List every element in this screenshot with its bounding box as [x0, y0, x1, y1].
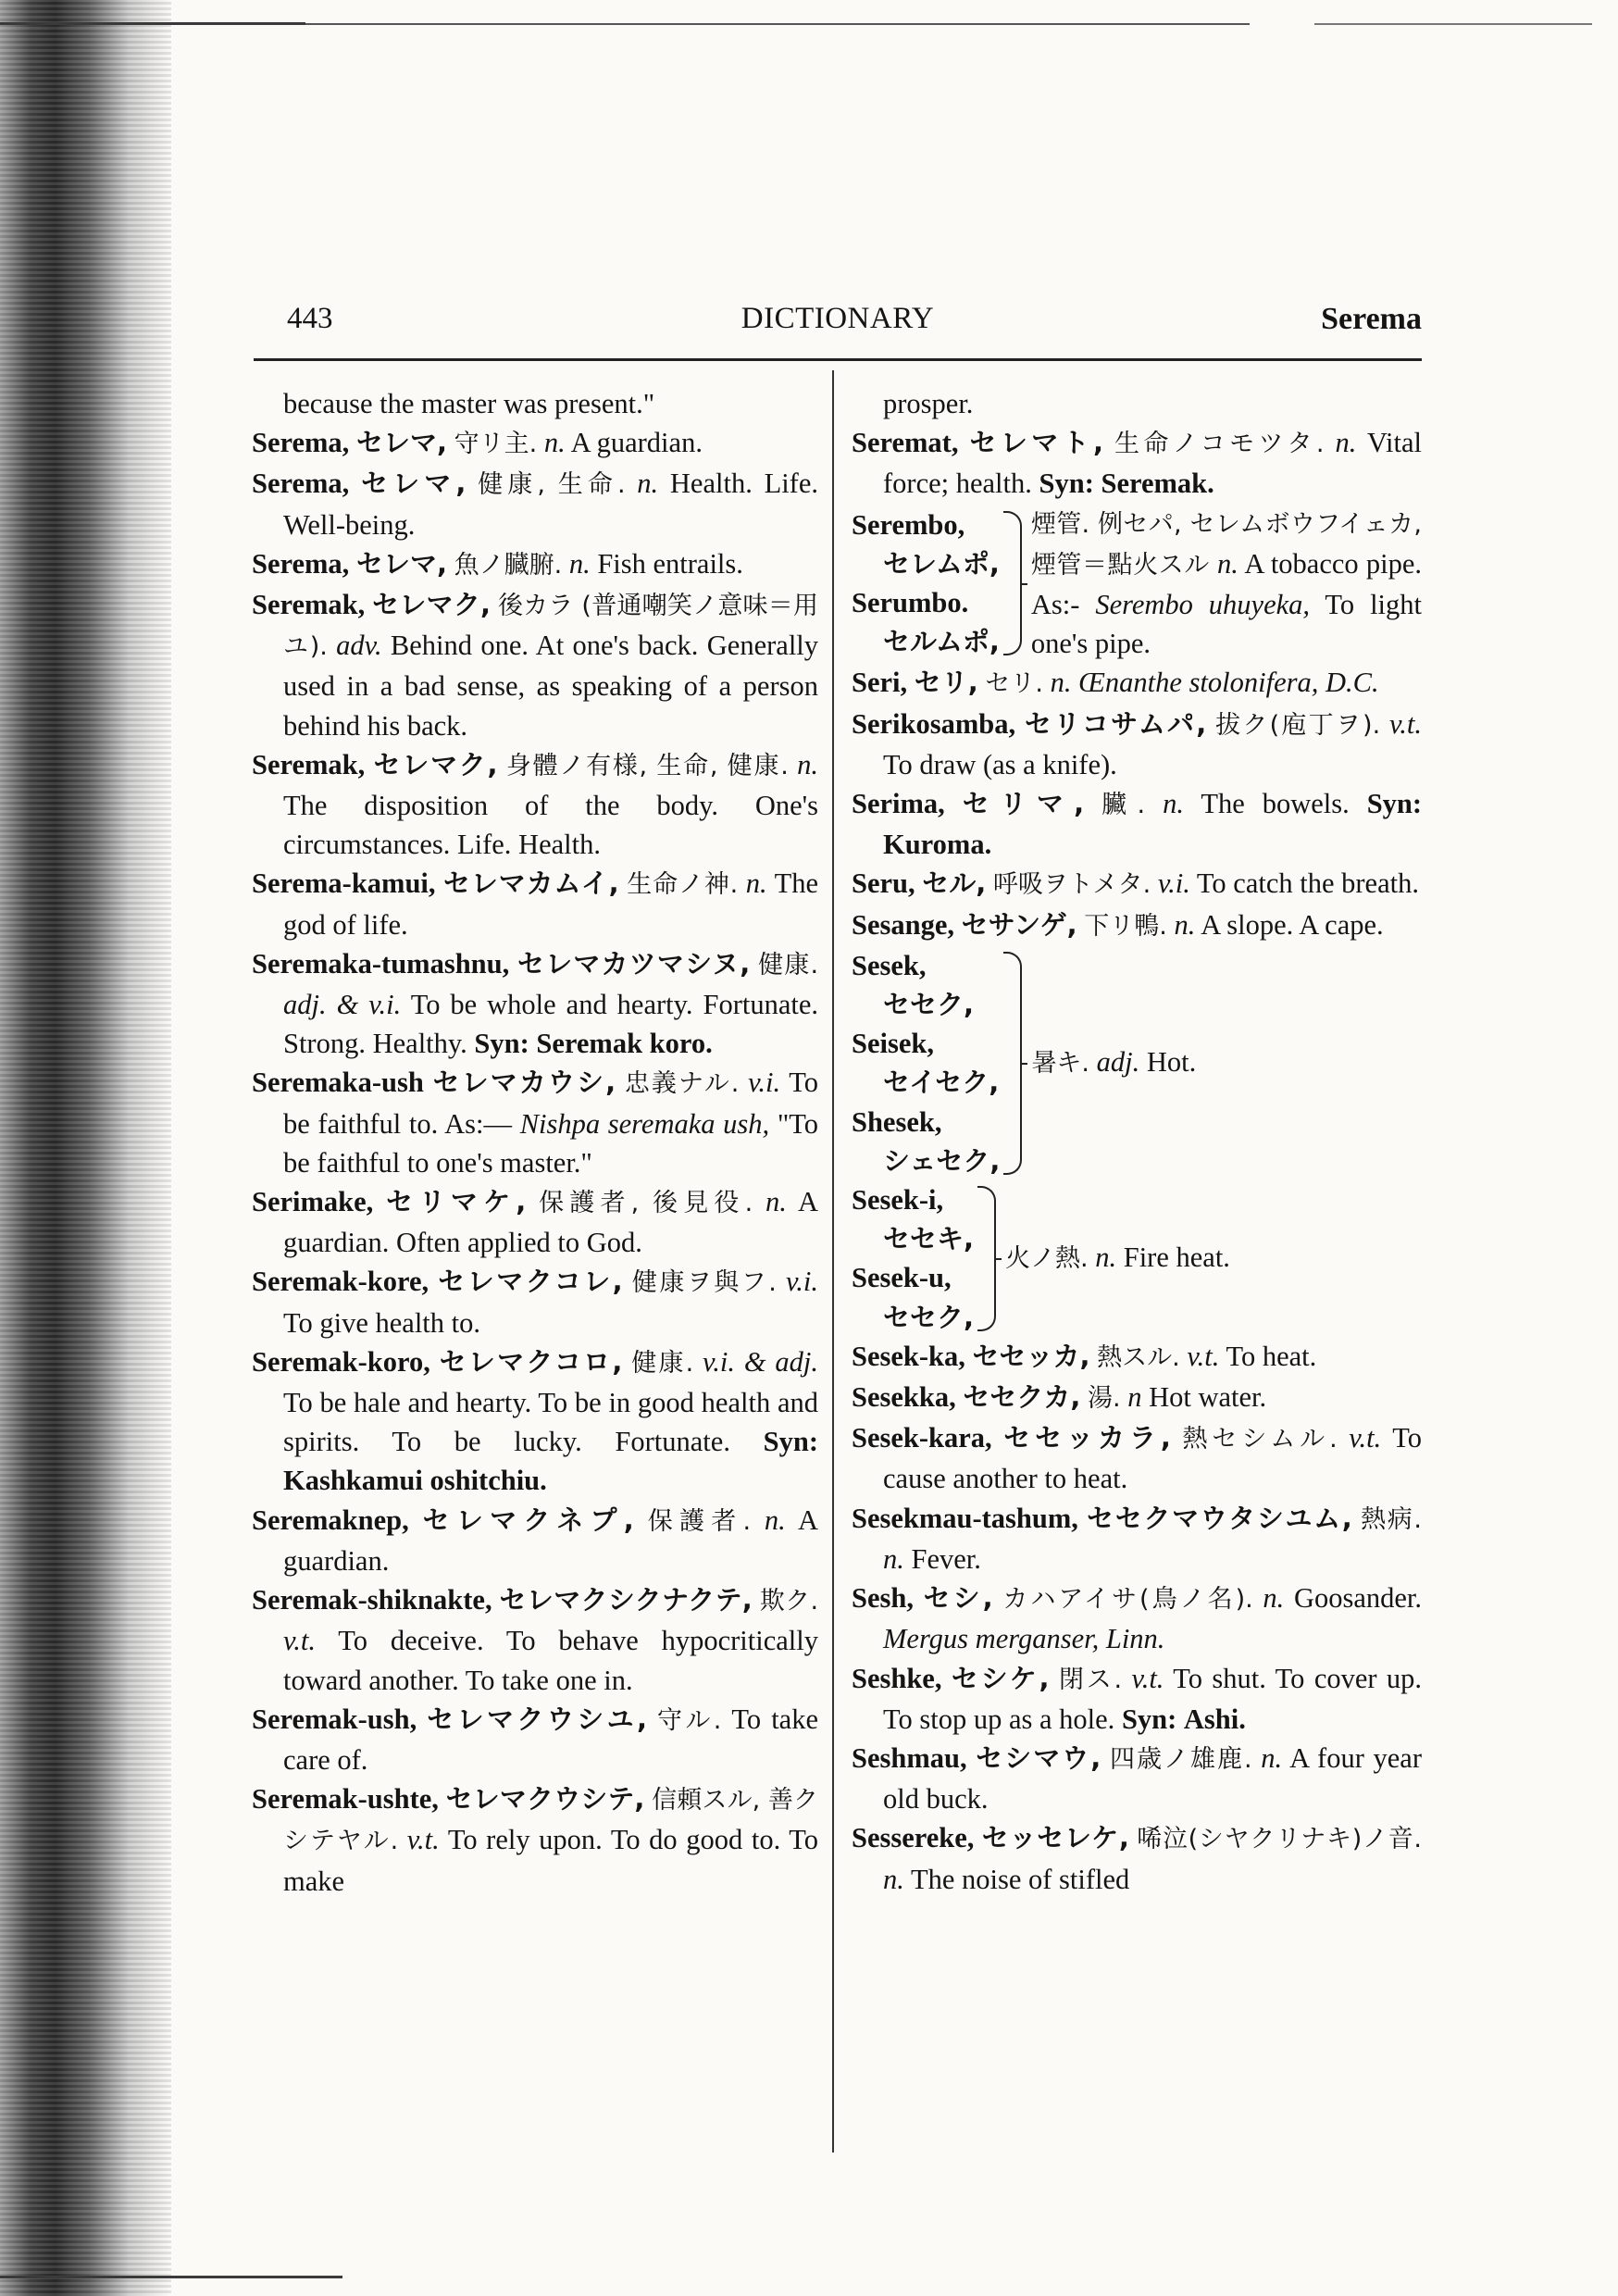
- english-definition: To shut. To cover up. To stop up as a hole.: [883, 1662, 1423, 1735]
- continued-text: prosper.: [883, 388, 974, 419]
- headword: Serima,: [852, 788, 945, 820]
- japanese-gloss: 保護者.: [647, 1506, 752, 1536]
- group-definition: [1005, 1238, 1422, 1279]
- english-definition: A four year old buck.: [883, 1741, 1422, 1816]
- headword: Seremaka-tumashnu,: [252, 947, 510, 980]
- katakana-reading: セセク,: [883, 989, 975, 1021]
- headword: Sesek-ka,: [852, 1340, 965, 1372]
- katakana-reading: セレマカムイ,: [443, 867, 619, 900]
- headword: Seremaknep,: [252, 1504, 409, 1536]
- katakana-reading: セレマクシクナクテ,: [499, 1584, 753, 1616]
- japanese-gloss: 四歳ノ雄鹿.: [1109, 1744, 1252, 1774]
- headword: Seremak-ushte,: [252, 1783, 439, 1816]
- headword: Seremak,: [252, 589, 366, 621]
- katakana-reading: セレマクネプ,: [422, 1504, 634, 1536]
- japanese-gloss: カハアイサ(鳥ノ名).: [1002, 1585, 1253, 1615]
- katakana-reading: セリマケ,: [386, 1186, 527, 1218]
- headword: Seisek,: [852, 1028, 934, 1060]
- dictionary-entry: [852, 1578, 1422, 1658]
- katakana-reading: セレマクコロ,: [439, 1345, 623, 1378]
- headword: Seremat,: [852, 427, 959, 459]
- group-headwords: [852, 946, 1000, 1180]
- english-definition: To deceive. To behave hypocritically toward another. To take one in.: [283, 1625, 819, 1696]
- example-phrase: Nishpa seremaka ush,: [519, 1107, 770, 1140]
- english-definition: A guardian.: [283, 1504, 819, 1577]
- headword: Serumbo.: [852, 587, 969, 619]
- katakana-reading: セセッカ,: [972, 1340, 1090, 1372]
- headword: Serikosamba,: [852, 707, 1016, 740]
- part-of-speech: adj.: [1096, 1046, 1140, 1079]
- synonym-label: Syn:: [1121, 1703, 1177, 1735]
- dictionary-entry: [252, 1262, 818, 1341]
- part-of-speech: n.: [1261, 1741, 1283, 1774]
- headword: Serema,: [252, 468, 350, 500]
- part-of-speech: n.: [1216, 547, 1238, 580]
- sesek-i-group: [852, 1180, 1422, 1337]
- dictionary-entry: [852, 705, 1422, 784]
- english-definition: A guardian.: [570, 427, 703, 459]
- part-of-speech: v.t.: [283, 1625, 316, 1657]
- katakana-reading: セレマト,: [969, 427, 1103, 459]
- part-of-speech: n.: [568, 547, 591, 580]
- part-of-speech: v.t.: [1187, 1340, 1220, 1372]
- part-of-speech: v.i.: [1157, 867, 1190, 900]
- part-of-speech: n.: [883, 1863, 904, 1895]
- katakana-reading: シェセク,: [883, 1144, 1001, 1177]
- japanese-gloss: 生命ノコモツタ.: [1114, 430, 1325, 459]
- part-of-speech: n.: [745, 867, 767, 900]
- dictionary-entry: [852, 1378, 1422, 1418]
- japanese-gloss: 熱スル.: [1097, 1342, 1180, 1372]
- part-of-speech: adv.: [336, 630, 382, 662]
- part-of-speech: n.: [797, 748, 819, 780]
- japanese-gloss: 健康, 生命.: [478, 470, 626, 500]
- katakana-reading: セリ,: [914, 667, 978, 699]
- dictionary-entry: [852, 1818, 1422, 1898]
- katakana-reading: セレマ,: [361, 468, 467, 500]
- group-headwords: [852, 1180, 974, 1337]
- katakana-reading: セッセレケ,: [981, 1822, 1129, 1854]
- latin-name: Mergus merganser, Linn.: [883, 1623, 1165, 1655]
- headword: Serembo,: [852, 508, 965, 541]
- dictionary-entry: [252, 1779, 818, 1901]
- japanese-gloss: 煙管. 例セパ, セレムボウフイェカ, 煙管＝點火スル: [1030, 509, 1422, 580]
- headword: Sesek-i,: [852, 1184, 944, 1217]
- dictionary-entry: [252, 1342, 818, 1501]
- part-of-speech: v.i.: [786, 1266, 819, 1298]
- synonym-word: Kuroma.: [883, 829, 992, 861]
- japanese-gloss: セリ.: [985, 669, 1044, 699]
- part-of-speech: n.: [1263, 1582, 1285, 1615]
- katakana-reading: セシマウ,: [976, 1741, 1101, 1774]
- english-definition: To cause another to heat.: [883, 1422, 1423, 1495]
- part-of-speech: n.: [1095, 1242, 1117, 1274]
- katakana-reading: セルムポ,: [883, 626, 1000, 658]
- dictionary-entry: [252, 1580, 818, 1700]
- latin-name: Œnanthe stolonifera, D.C.: [1078, 667, 1379, 699]
- grouping-brace: [1003, 511, 1022, 656]
- part-of-speech: n.: [764, 1504, 786, 1536]
- dictionary-entry: [252, 585, 818, 745]
- headword: Seremak-shiknakte,: [252, 1584, 492, 1616]
- english-definition: To catch the breath.: [1196, 867, 1419, 900]
- part-of-speech: n.: [1335, 427, 1357, 459]
- japanese-gloss: 拔ク(庖丁ヲ).: [1215, 710, 1381, 740]
- dictionary-entry: [252, 745, 818, 865]
- katakana-reading: セセクカ,: [963, 1381, 1081, 1414]
- headword: Sesh,: [852, 1582, 914, 1615]
- dictionary-entry: [852, 784, 1422, 864]
- dictionary-entry: [252, 864, 818, 943]
- headword: Sesek,: [852, 949, 927, 981]
- japanese-gloss: 熱セシムル.: [1182, 1425, 1338, 1454]
- headword: Seremak,: [252, 748, 366, 780]
- dictionary-entry: [852, 423, 1422, 503]
- headword: Serema,: [252, 427, 350, 459]
- english-definition: To heat.: [1226, 1340, 1317, 1372]
- part-of-speech: v.t.: [1349, 1422, 1382, 1454]
- part-of-speech: n.: [1174, 908, 1196, 941]
- synonym-label: Syn:: [1366, 788, 1423, 820]
- english-definition: Goosander.: [1293, 1582, 1423, 1615]
- dictionary-entry: [852, 1659, 1422, 1739]
- scan-top-rule: [1314, 23, 1592, 25]
- grouping-brace: [1003, 952, 1022, 1175]
- part-of-speech: v.t.: [1131, 1662, 1164, 1694]
- headword: Serema-kamui,: [252, 867, 436, 900]
- english-definition: Hot water.: [1149, 1381, 1267, 1414]
- japanese-gloss: 保護者, 後見役.: [539, 1189, 753, 1218]
- sesek-group: [852, 946, 1422, 1180]
- headword: Shesek,: [852, 1105, 942, 1138]
- katakana-reading: セレマ,: [355, 427, 447, 459]
- katakana-reading: セレマ,: [355, 547, 447, 580]
- english-definition: To take care of.: [283, 1703, 818, 1776]
- english-definition: To draw (as a knife).: [883, 748, 1117, 780]
- part-of-speech: v.i.: [748, 1067, 781, 1099]
- headword: Seru,: [852, 867, 915, 900]
- synonym-word: Kashkamui oshitchiu.: [283, 1465, 547, 1497]
- running-title: DICTIONARY: [741, 302, 935, 335]
- katakana-reading: セサンゲ,: [961, 908, 1077, 941]
- japanese-gloss: 閉ス.: [1058, 1665, 1123, 1694]
- part-of-speech: n.: [637, 468, 659, 500]
- katakana-reading: セレマクウシユ,: [427, 1703, 648, 1735]
- japanese-gloss: 守ル.: [657, 1705, 722, 1735]
- dictionary-entry: [252, 1501, 818, 1580]
- japanese-gloss: 信頼スル, 善クシテヤル.: [283, 1786, 818, 1856]
- katakana-reading: セル,: [922, 867, 987, 900]
- english-definition: The bowels.: [1201, 788, 1350, 820]
- english-definition: A slope. A cape.: [1201, 908, 1384, 941]
- headword: Seremak-kore,: [252, 1266, 429, 1298]
- english-definition: To give health to.: [283, 1306, 481, 1339]
- headword: Sesange,: [852, 908, 954, 941]
- english-definition: A tobacco pipe. As:-: [1030, 547, 1422, 621]
- japanese-gloss: 火ノ熱.: [1005, 1244, 1089, 1274]
- dictionary-entry: [252, 944, 818, 1064]
- english-definition: To be whole and hearty. Fortunate. Strong. Healthy.: [283, 989, 819, 1060]
- dictionary-entry: [852, 1499, 1422, 1578]
- english-definition: To be faithful to. As:—: [283, 1067, 819, 1140]
- japanese-gloss: 後カラ (普通嘲笑ノ意味＝用ユ).: [283, 592, 819, 662]
- dictionary-entry: [252, 1182, 818, 1262]
- headword: Seremak-ush,: [252, 1703, 417, 1735]
- synonym-label: Syn:: [1039, 468, 1094, 500]
- japanese-gloss: 湯.: [1088, 1384, 1121, 1414]
- left-column: [252, 384, 818, 1901]
- part-of-speech: n.: [765, 1186, 787, 1218]
- katakana-reading: セシケ,: [951, 1662, 1050, 1694]
- japanese-gloss: 唏泣(シヤクリナキ)ノ音.: [1137, 1825, 1423, 1854]
- japanese-gloss: 暑キ.: [1031, 1049, 1090, 1079]
- part-of-speech: n.: [1050, 667, 1072, 699]
- japanese-gloss: 忠義ナル.: [624, 1069, 740, 1099]
- synonym-label: Syn:: [763, 1426, 819, 1458]
- katakana-reading: セリコサムパ,: [1024, 707, 1207, 740]
- headword: Sesek-kara,: [852, 1422, 992, 1454]
- katakana-reading: セレマク,: [373, 748, 498, 780]
- japanese-gloss: 健康.: [631, 1348, 694, 1378]
- dictionary-entry: [852, 864, 1422, 905]
- english-definition: The god of life.: [283, 867, 819, 941]
- headword: Sesekka,: [852, 1381, 956, 1414]
- headword: Seremak-koro,: [252, 1345, 430, 1378]
- japanese-gloss: 熱病.: [1361, 1504, 1422, 1534]
- headword: Seshke,: [852, 1662, 942, 1694]
- english-definition: A guardian. Often applied to God.: [283, 1186, 819, 1259]
- part-of-speech: v.t.: [406, 1824, 440, 1856]
- japanese-gloss: 臟.: [1101, 791, 1146, 820]
- scan-top-rule: [0, 22, 305, 25]
- part-of-speech: n.: [543, 427, 566, 459]
- headword: Seremaka-ush: [252, 1067, 424, 1099]
- katakana-reading: セセキ,: [883, 1223, 975, 1255]
- japanese-gloss: 生命ノ神.: [627, 870, 739, 900]
- dictionary-entry: [852, 1739, 1422, 1818]
- header-rule: [254, 358, 1422, 361]
- synonym-word: Seremak.: [1101, 468, 1214, 500]
- headword: Sessereke,: [852, 1822, 975, 1854]
- synonym-word: Seremak koro.: [536, 1028, 713, 1060]
- katakana-reading: セイセク,: [883, 1067, 1000, 1099]
- katakana-reading: セレムポ,: [883, 547, 1000, 580]
- page-number: 443: [287, 302, 333, 335]
- dictionary-entry: [852, 1418, 1422, 1498]
- katakana-reading: セレマカツマシヌ,: [517, 947, 751, 980]
- group-headwords: [852, 505, 1000, 662]
- column-divider: [832, 370, 834, 2152]
- dictionary-entry: [252, 1063, 818, 1182]
- continued-text: because the master was present.": [283, 388, 655, 419]
- japanese-gloss: 健康.: [758, 950, 819, 980]
- dictionary-entry: [852, 905, 1422, 946]
- dictionary-entry: [252, 544, 818, 585]
- part-of-speech: adj. & v.i.: [283, 989, 402, 1021]
- katakana-reading: セレマクウシテ,: [445, 1783, 645, 1816]
- headword: Sesek-u,: [852, 1262, 952, 1294]
- scan-shadow: [0, 0, 171, 2296]
- japanese-gloss: 魚ノ臓腑.: [454, 550, 563, 580]
- guide-word: Serema: [1321, 302, 1422, 336]
- part-of-speech: v.t.: [1389, 707, 1423, 740]
- katakana-reading: セセクマウタシユム,: [1087, 1502, 1352, 1534]
- katakana-reading: セセッカラ,: [1003, 1422, 1171, 1454]
- part-of-speech: n.: [883, 1542, 904, 1575]
- headword: Serema,: [252, 547, 350, 580]
- headword: Sesekmau-tashum,: [852, 1502, 1078, 1534]
- synonym-label: Syn:: [474, 1028, 529, 1060]
- part-of-speech: n.: [1163, 788, 1184, 820]
- headword: Seshmau,: [852, 1741, 967, 1774]
- english-definition: Fever.: [911, 1542, 981, 1575]
- katakana-reading: セレマクコレ,: [438, 1266, 623, 1298]
- dictionary-entry: [852, 663, 1422, 704]
- english-definition: Vital force; health.: [883, 427, 1423, 500]
- english-definition: The disposition of the body. One's circumstances. Life. Health.: [283, 790, 818, 861]
- group-definition: [1031, 1042, 1422, 1083]
- headword: Seri,: [852, 667, 908, 699]
- english-definition: Behind one. At one's back. Generally used in a bad sense, as speaking of a person behind his back.: [283, 630, 819, 742]
- japanese-gloss: 呼吸ヲトメタ.: [992, 870, 1151, 900]
- dictionary-entry: [252, 1700, 818, 1779]
- example-translation: "To be faithful to one's master.": [283, 1107, 819, 1179]
- scan-top-rule: [305, 23, 1250, 25]
- japanese-gloss: 欺ク.: [759, 1587, 819, 1616]
- japanese-gloss: 下リ鴨.: [1084, 911, 1167, 941]
- grouping-brace: [977, 1186, 996, 1331]
- japanese-gloss: 健康ヲ與フ.: [631, 1268, 777, 1298]
- english-definition: To be hale and hearty. To be in good health and spirits. To be lucky. Fortunate.: [283, 1387, 818, 1458]
- dictionary-entry: [252, 464, 818, 543]
- english-definition: To rely upon. To do good to. To make: [283, 1824, 819, 1897]
- english-definition: Fire heat.: [1123, 1242, 1230, 1274]
- katakana-reading: セレマク,: [372, 589, 492, 621]
- serembo-group: [852, 504, 1422, 664]
- scan-bottom-rule: [0, 2276, 342, 2278]
- katakana-reading: セレマカウシ,: [432, 1067, 616, 1099]
- group-definition: [1031, 504, 1422, 664]
- part-of-speech: n: [1127, 1381, 1142, 1414]
- english-definition: Health. Life. Well-being.: [283, 468, 818, 541]
- japanese-gloss: 守リ主.: [454, 430, 538, 459]
- katakana-reading: セセク,: [883, 1301, 975, 1333]
- page-header: [254, 298, 1422, 344]
- english-definition: Fish entrails.: [597, 547, 743, 580]
- headword: Serimake,: [252, 1186, 374, 1218]
- katakana-reading: セシ,: [923, 1582, 993, 1615]
- dictionary-entry: [252, 423, 818, 464]
- synonym-word: Ashi.: [1183, 1703, 1246, 1735]
- part-of-speech: v.i. & adj.: [703, 1345, 818, 1378]
- dictionary-entry: [852, 1337, 1422, 1378]
- english-definition: Hot.: [1146, 1046, 1197, 1079]
- english-definition: The noise of stifled: [910, 1863, 1130, 1895]
- example-translation: To light one's pipe.: [1030, 589, 1423, 660]
- right-column: [852, 384, 1422, 1899]
- japanese-gloss: 身體ノ有様, 生命, 健康.: [505, 751, 789, 780]
- katakana-reading: セリマ,: [962, 788, 1085, 820]
- example-phrase: Serembo uhuyeka,: [1095, 589, 1311, 621]
